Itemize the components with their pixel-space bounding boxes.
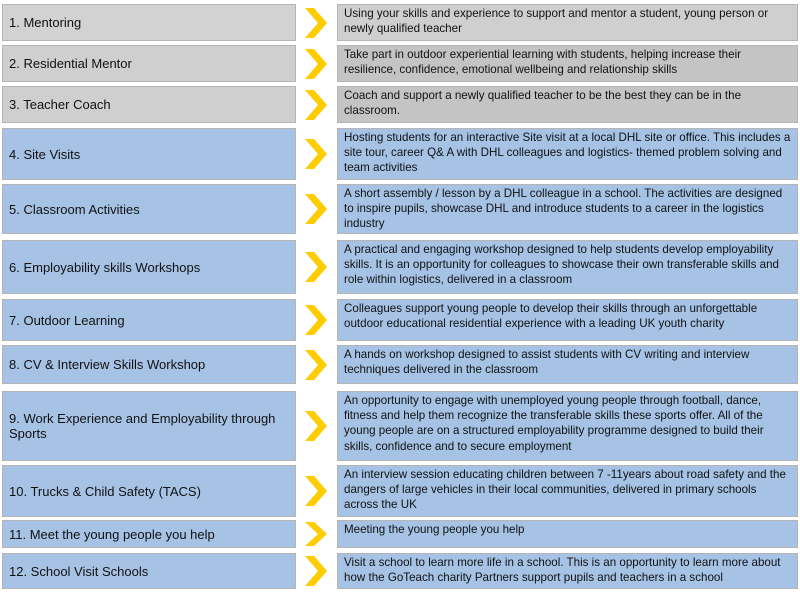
activity-label: 9. Work Experience and Employability through Sports (2, 391, 296, 461)
activity-row (0, 184, 800, 234)
activity-row (0, 299, 800, 341)
chevron-right-icon (305, 194, 327, 224)
activity-label: 1. Mentoring (2, 4, 296, 41)
activity-row (0, 553, 800, 589)
activity-label: 8. CV & Interview Skills Workshop (2, 345, 296, 384)
chevron-right-icon (305, 476, 327, 506)
activity-description: Coach and support a newly qualified teacher to be the best they can be in the classroom. (337, 86, 798, 123)
activity-row (0, 391, 800, 461)
chevron-right-icon (305, 8, 327, 38)
activity-label: 4. Site Visits (2, 128, 296, 180)
activity-description: Take part in outdoor experiential learning with students, helping increase their resilience, confidence, emotional wellbeing and relationship skills (337, 45, 798, 82)
activity-description: An opportunity to engage with unemployed young people through football, dance, fitness and help them recognize the transferable skills these sports offer. All of the young people are on a structured employability programme designed to build their skills, confidence and to secure employment (337, 391, 798, 461)
activity-row (0, 465, 800, 517)
activity-description: Using your skills and experience to support and mentor a student, young person or newly qualified teacher (337, 4, 798, 41)
chevron-right-icon (305, 522, 327, 546)
activity-label: 6. Employability skills Workshops (2, 240, 296, 294)
activity-row (0, 128, 800, 180)
activity-description: Visit a school to learn more life in a school. This is an opportunity to learn more about how the GoTeach charity Partners support pupils and teachers in a school (337, 553, 798, 589)
chevron-right-icon (305, 139, 327, 169)
chevron-right-icon (305, 350, 327, 380)
activity-label: 12. School Visit Schools (2, 553, 296, 589)
activity-row (0, 240, 800, 294)
chevron-right-icon (305, 90, 327, 120)
activity-description: A hands on workshop designed to assist students with CV writing and interview techniques delivered in the classroom (337, 345, 798, 384)
activity-description: Meeting the young people you help (337, 520, 798, 548)
activity-label: 5. Classroom Activities (2, 184, 296, 234)
activity-row (0, 520, 800, 548)
activity-label: 10. Trucks & Child Safety (TACS) (2, 465, 296, 517)
chevron-right-icon (305, 305, 327, 335)
activity-label: 11. Meet the young people you help (2, 520, 296, 548)
chevron-right-icon (305, 49, 327, 79)
chevron-right-icon (305, 411, 327, 441)
activity-description: A practical and engaging workshop designed to help students develop employability skills. It is an opportunity for colleagues to showcase their own transferable skills and role within logistics, delivered in a classroom (337, 240, 798, 294)
activity-row (0, 4, 800, 41)
activity-row (0, 86, 800, 123)
activity-description: Hosting students for an interactive Site visit at a local DHL site or office. This includes a site tour, career Q& A with DHL colleagues and logistics- themed problem solving and team activities (337, 128, 798, 180)
activity-label: 3. Teacher Coach (2, 86, 296, 123)
activity-description: A short assembly / lesson by a DHL colleague in a school. The activities are designed to inspire pupils, showcase DHL and introduce students to a career in the logistics industry (337, 184, 798, 234)
activity-row (0, 345, 800, 384)
activity-label: 2. Residential Mentor (2, 45, 296, 82)
chevron-right-icon (305, 556, 327, 586)
activity-description: An interview session educating children between 7 -11years about road safety and the dangers of large vehicles in their local communities, delivered in primary schools across the UK (337, 465, 798, 517)
activity-row (0, 45, 800, 82)
activity-label: 7. Outdoor Learning (2, 299, 296, 341)
activity-description: Colleagues support young people to develop their skills through an unforgettable outdoor educational residential experience with a leading UK youth charity (337, 299, 798, 341)
chevron-right-icon (305, 252, 327, 282)
